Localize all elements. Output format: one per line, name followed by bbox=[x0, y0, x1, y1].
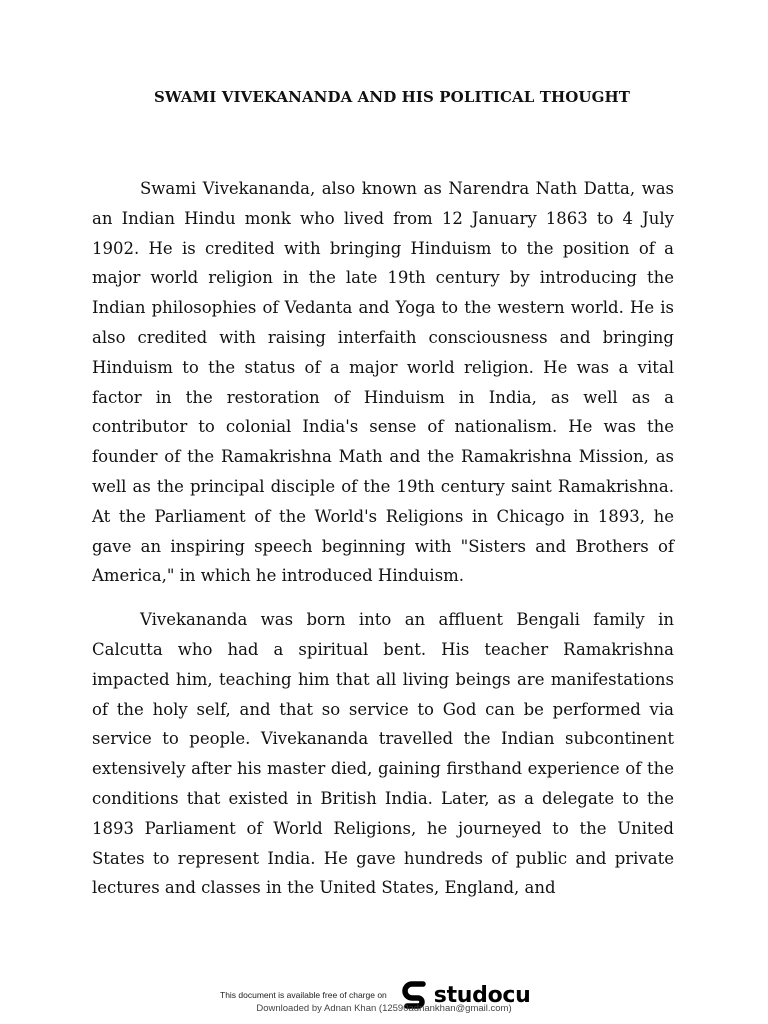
paragraph: Swami Vivekananda, also known as Narendra Nath Datta, was an Indian Hindu monk who lived from 12 January 1863 to 4 July 1902. He is credited with bringing Hinduism to the position of a major world religion in the late 19th century by introducing the Indian philosophies of Vedanta and Yoga to the western world. He is also credited with raising interfaith consciousness and bringing Hinduism to the status of a major world religion. He was a vital factor in the restoration of Hinduism in India, as well as a contributor to colonial India's sense of nationalism. He was the founder of the Ramakrishna Math and the Ramakrishna Mission, as well as the principal disciple of the 19th century saint Ramakrishna. At the Parliament of the World's Religions in Chicago in 1893, he gave an inspiring speech beginning with "Sisters and Brothers of America," in which he introduced Hinduism. bbox=[92, 179, 674, 586]
studocu-logo-text: studocu bbox=[433, 982, 531, 1008]
download-attribution: Downloaded by Adnan Khan (12590adnankhan@gmail.com) bbox=[256, 1003, 512, 1014]
paragraph: Vivekananda was born into an affluent Bengali family in Calcutta who had a spiritual bent. His teacher Ramakrishna impacted him, teaching him that all living beings are manifestations of the holy self, and that so service to God can be performed via service to people. Vivekananda travelled the Indian subcontinent extensively after his master died, gaining firsthand experience of the conditions that existed in British India. Later, as a delegate to the 1893 Parliament of World Religions, he journeyed to the United States to represent India. He gave hundreds of public and private lectures and classes in the United States, England, and bbox=[92, 610, 674, 898]
page-footer bbox=[0, 968, 768, 1024]
document-title: SWAMI VIVEKANANDA AND HIS POLITICAL THOUGHT bbox=[153, 88, 631, 106]
document-body bbox=[92, 174, 674, 917]
availability-notice: This document is available free of charge on bbox=[220, 990, 387, 1000]
